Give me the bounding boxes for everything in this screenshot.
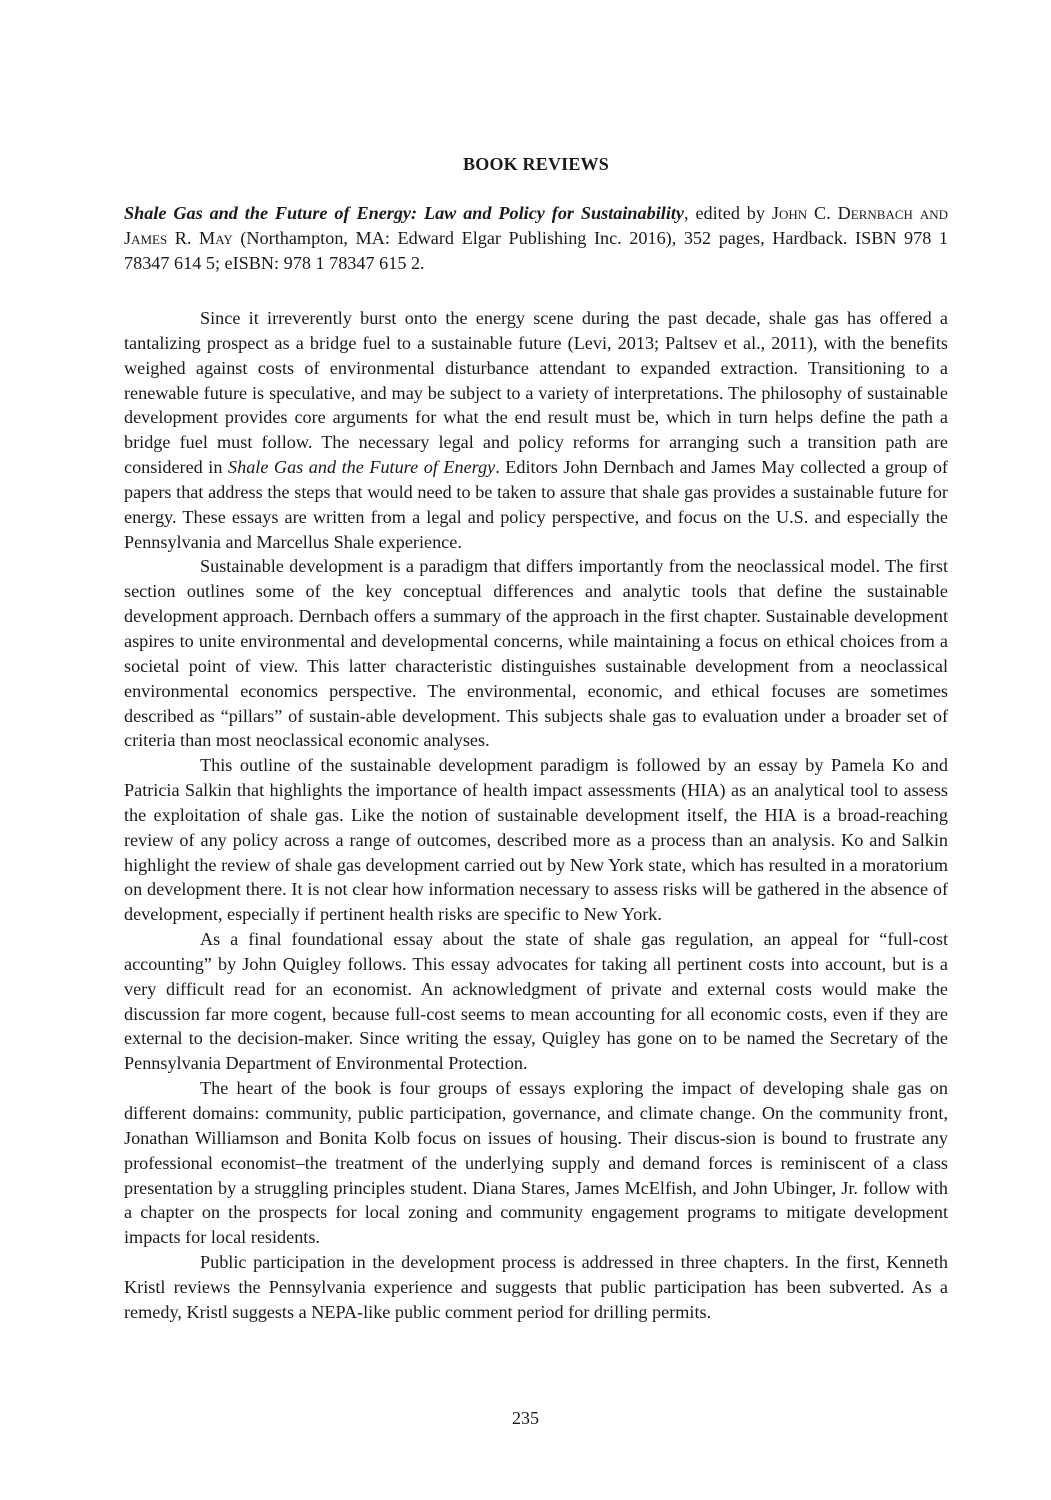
page-number: 235 <box>512 1408 539 1428</box>
paragraph-5: The heart of the book is four groups of essays exploring the impact of developing shale gas on different domains: community, public participation, governance, and climate change. On the community front, Jonathan Williamson and Bonita Kolb focus on issues of housing. Their discus-sion is bound to frustrate any professional economist–the treatment of the underlying supply and demand forces is reminiscent of a class presentation by a struggling principles student. Diana Stares, James McElfish, and John Ubinger, Jr. follow with a chapter on the prospects for local zoning and community engagement programs to mitigate development impacts for local residents. <box>124 1078 948 1248</box>
editor-2-name: James R. May <box>124 228 233 248</box>
paragraph-1: Since it irreverently burst onto the energy scene during the past decade, shale gas has offered a tantalizing prospect as a bridge fuel to a sustainable future (Levi, 2013; Paltsev et al., 2011), with the benefits weighed against costs of environmental disturbance attendant to expanded extraction. Transitioning to a renewable future is speculative, and may be subject to a variety of interpretations. The philosophy of sustainable development provides core arguments for what the end result must be, which in turn helps define the path a bridge fuel must follow. The necessary legal and policy reforms for arranging such a transition path are considered in Shale Gas and the Future of Energy. Editors John Dernbach and James May collected a group of papers that address the steps that would need to be taken to assure that shale gas provides a sustainable future for energy. These essays are written from a legal and policy perspective, and focus on the U.S. and especially the Pennsylvania and Marcellus Shale experience. <box>124 308 948 552</box>
section-heading: BOOK REVIEWS <box>463 154 609 174</box>
edited-by-text: , edited by <box>684 203 772 223</box>
book-title: Shale Gas and the Future of Energy: Law and Policy for Sustainability <box>124 203 685 223</box>
paragraph-3: This outline of the sustainable development paradigm is followed by an essay by Pamela Ko and Patricia Salkin that highlights the importance of health impact assessments (HIA) as an analytical tool to assess the exploitation of shale gas. Like the notion of sustainable development itself, the HIA is a broad-reaching review of any policy across a range of outcomes, described more as a process than an analysis. Ko and Salkin highlight the review of shale gas development carried out by New York state, which has resulted in a moratorium on development there. It is not clear how information necessary to assess risks will be gathered in the absence of development, especially if pertinent health risks are specific to New York. <box>124 755 948 925</box>
inline-book-title: Shale Gas and the Future of Energy <box>228 457 496 478</box>
paragraph-4: As a final foundational essay about the state of shale gas regulation, an appeal for “full-cost accounting” by John Quigley follows. This essay advocates for taking all pertinent costs into account, but is a very difficult read for an economist. An acknowledgment of private and external costs would make the discussion far more cogent, because full-cost seems to mean accounting for all economic costs, even if they are external to the decision-maker. Since writing the essay, Quigley has gone on to be named the Secretary of the Pennsylvania Department of Environmental Protection. <box>124 929 948 1074</box>
book-citation <box>124 201 948 276</box>
paragraph-6: Public participation in the development process is addressed in three chapters. In the first, Kenneth Kristl reviews the Pennsylvania experience and suggests that public participation has been subverted. As a remedy, Kristl suggests a NEPA-like public comment period for drilling permits. <box>124 1252 948 1322</box>
publication-details: (Northampton, MA: Edward Elgar Publishing Inc. 2016), 352 pages, Hardback. ISBN 978 1 78347 614 5; eISBN: 978 1 78347 615 2. <box>124 228 948 273</box>
review-body <box>124 306 948 1325</box>
page-content <box>124 150 948 1325</box>
editor-1-name: John C. Dernbach and <box>771 203 948 223</box>
paragraph-2: Sustainable development is a paradigm that differs importantly from the neoclassical model. The first section outlines some of the key conceptual differences and analytic tools that define the sustainable development approach. Dernbach offers a summary of the approach in the first chapter. Sustainable development aspires to unite environmental and developmental concerns, while maintaining a focus on ethical choices from a societal point of view. This latter characteristic distinguishes sustainable development from a neoclassical environmental economics perspective. The environmental, economic, and ethical focuses are sometimes described as “pillars” of sustain-able development. This subjects shale gas to evaluation under a broader set of criteria than most neoclassical economic analyses. <box>124 556 948 751</box>
